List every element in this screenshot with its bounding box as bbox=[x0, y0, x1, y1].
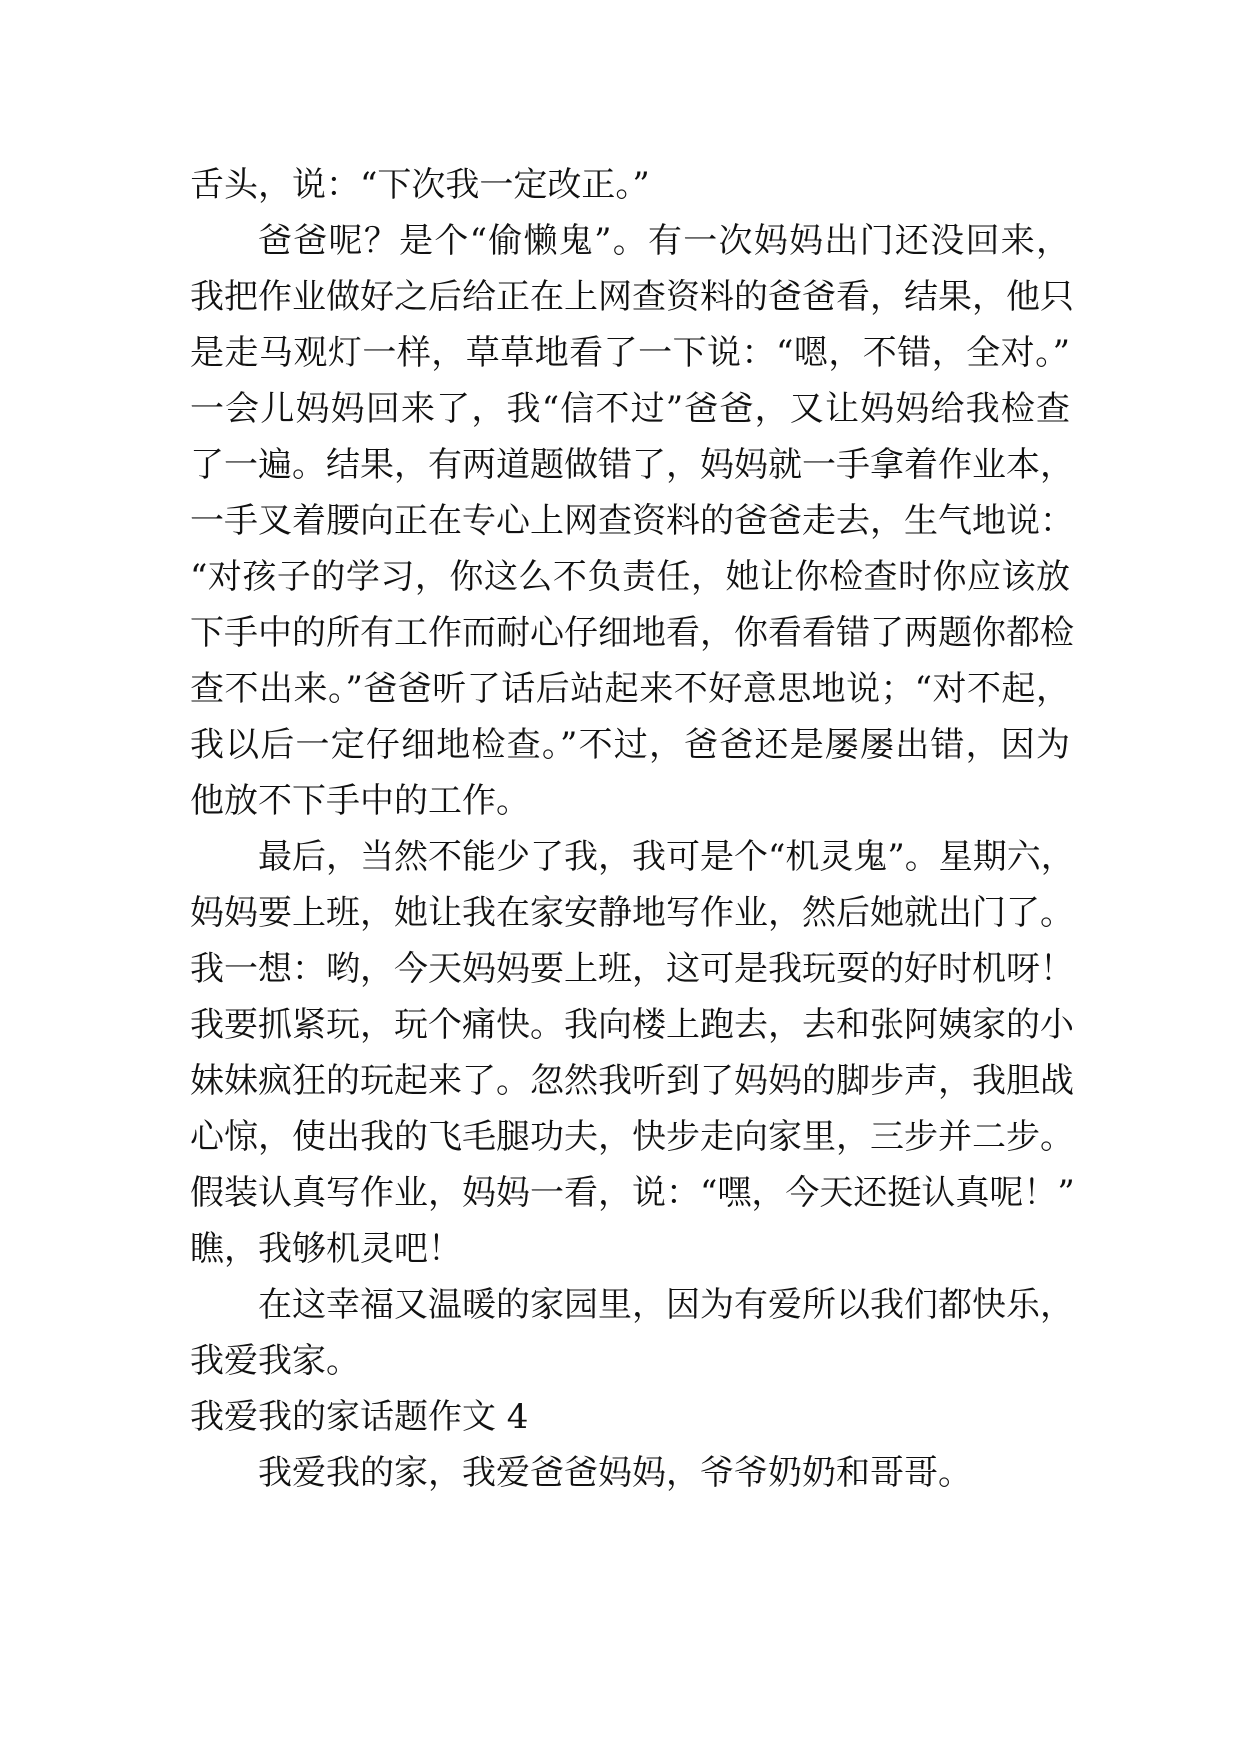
text-line: 下手中的所有工作而耐心仔细地看，你看看错了两题你都检 bbox=[190, 613, 1074, 653]
text-line: 一会儿妈妈回来了，我“信不过”爸爸，又让妈妈给我检查 bbox=[190, 389, 1070, 429]
text-line: 一手叉着腰向正在专心上网查资料的爸爸走去，生气地说： bbox=[190, 501, 1074, 541]
text-line: 妹妹疯狂的玩起来了。忽然我听到了妈妈的脚步声，我胆战 bbox=[190, 1061, 1074, 1101]
text-line: 我要抓紧玩，玩个痛快。我向楼上跑去，去和张阿姨家的小 bbox=[190, 1005, 1074, 1045]
section-heading: 我爱我的家话题作文 4 bbox=[190, 1397, 529, 1437]
paragraph-first-line: 在这幸福又温暖的家园里，因为有爱所以我们都快乐， bbox=[258, 1285, 1074, 1325]
text-line: 瞧，我够机灵吧！ bbox=[190, 1229, 462, 1269]
text-line: 他放不下手中的工作。 bbox=[190, 781, 530, 821]
text-line: 我以后一定仔细地检查。”不过，爸爸还是屡屡出错，因为 bbox=[190, 725, 1070, 765]
text-line: 是走马观灯一样，草草地看了一下说：“嗯，不错，全对。” bbox=[190, 333, 1070, 373]
text-line: 心惊，使出我的飞毛腿功夫，快步走向家里，三步并二步。 bbox=[190, 1117, 1074, 1157]
text-line: 我把作业做好之后给正在上网查资料的爸爸看，结果，他只 bbox=[190, 277, 1074, 317]
paragraph-first-line: 我爱我的家，我爱爸爸妈妈，爷爷奶奶和哥哥。 bbox=[258, 1453, 972, 1493]
paragraph-first-line: 最后，当然不能少了我，我可是个“机灵鬼”。星期六， bbox=[258, 837, 1075, 877]
text-line: 妈妈要上班，她让我在家安静地写作业，然后她就出门了。 bbox=[190, 893, 1074, 933]
text-line: 了一遍。结果，有两道题做错了，妈妈就一手拿着作业本， bbox=[190, 445, 1074, 485]
text-line: 我爱我家。 bbox=[190, 1341, 360, 1381]
text-line: 我一想：哟，今天妈妈要上班，这可是我玩耍的好时机呀！ bbox=[190, 949, 1074, 989]
text-line: 假装认真写作业，妈妈一看，说：“嘿，今天还挺认真呢！” bbox=[190, 1173, 1075, 1213]
text-line: “对孩子的学习，你这么不负责任，她让你检查时你应该放 bbox=[190, 557, 1070, 597]
text-line: 舌头，说：“下次我一定改正。” bbox=[190, 165, 650, 205]
paragraph-first-line: 爸爸呢？是个“偷懒鬼”。有一次妈妈出门还没回来， bbox=[258, 221, 1070, 261]
text-line: 查不出来。”爸爸听了话后站起来不好意思地说；“对不起， bbox=[190, 669, 1070, 709]
